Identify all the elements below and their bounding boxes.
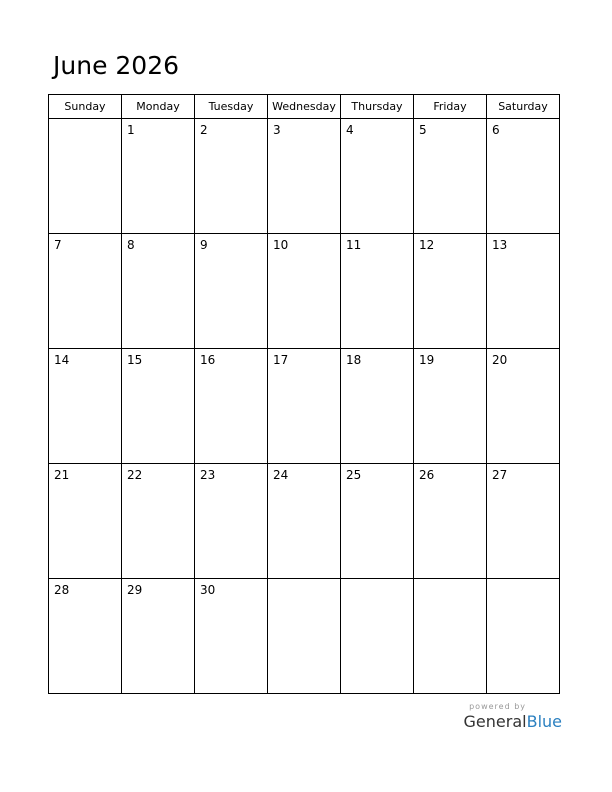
day-cell — [487, 579, 560, 694]
day-number: 12 — [419, 238, 435, 252]
day-number: 24 — [273, 468, 289, 482]
day-cell — [341, 579, 414, 694]
week-row — [49, 464, 560, 579]
calendar-grid — [48, 94, 560, 694]
week-row — [49, 349, 560, 464]
day-number — [487, 579, 559, 583]
day-cell — [268, 349, 341, 464]
weekday-header-row — [49, 95, 560, 119]
day-number: 11 — [346, 238, 362, 252]
day-cell — [414, 579, 487, 694]
day-number: 2 — [200, 123, 208, 137]
day-number — [341, 579, 413, 583]
day-number: 16 — [200, 353, 216, 367]
weekday-header: Tuesday — [195, 95, 268, 119]
day-cell — [341, 234, 414, 349]
day-cell — [414, 349, 487, 464]
day-cell — [268, 234, 341, 349]
day-cell — [195, 119, 268, 234]
day-cell — [341, 349, 414, 464]
day-cell — [122, 119, 195, 234]
day-number: 5 — [419, 123, 427, 137]
day-cell — [122, 464, 195, 579]
day-number: 29 — [127, 583, 143, 597]
day-number: 27 — [492, 468, 508, 482]
day-number — [268, 579, 340, 583]
day-number: 26 — [419, 468, 435, 482]
day-cell — [414, 119, 487, 234]
day-number: 18 — [346, 353, 362, 367]
brand-blue-text: Blue — [526, 712, 562, 731]
weekday-header: Monday — [122, 95, 195, 119]
day-number — [49, 119, 121, 123]
weekday-header: Saturday — [487, 95, 560, 119]
week-row — [49, 234, 560, 349]
week-row — [49, 119, 560, 234]
day-cell — [195, 464, 268, 579]
day-number: 9 — [200, 238, 208, 252]
day-cell — [487, 464, 560, 579]
day-cell — [122, 349, 195, 464]
day-number: 4 — [346, 123, 354, 137]
day-number: 1 — [127, 123, 135, 137]
day-cell — [195, 579, 268, 694]
day-number: 30 — [200, 583, 216, 597]
day-cell — [487, 234, 560, 349]
day-number: 23 — [200, 468, 216, 482]
week-row — [49, 579, 560, 694]
day-number: 22 — [127, 468, 143, 482]
page-title: June 2026 — [53, 51, 180, 80]
day-number — [414, 579, 486, 583]
day-cell — [268, 464, 341, 579]
day-cell — [341, 464, 414, 579]
day-number: 20 — [492, 353, 508, 367]
day-number: 15 — [127, 353, 143, 367]
day-cell — [122, 234, 195, 349]
powered-by-text: powered by — [469, 702, 526, 711]
day-cell — [122, 579, 195, 694]
day-cell — [487, 119, 560, 234]
day-number: 14 — [54, 353, 70, 367]
weekday-header: Sunday — [49, 95, 122, 119]
day-number: 17 — [273, 353, 289, 367]
day-cell — [49, 234, 122, 349]
day-cell — [268, 579, 341, 694]
day-number: 19 — [419, 353, 435, 367]
weekday-header: Friday — [414, 95, 487, 119]
day-cell — [49, 579, 122, 694]
day-number: 25 — [346, 468, 362, 482]
day-cell — [49, 464, 122, 579]
day-cell — [49, 119, 122, 234]
day-number: 13 — [492, 238, 508, 252]
footer-branding — [464, 702, 562, 732]
brand-logo[interactable] — [464, 712, 562, 732]
day-number: 21 — [54, 468, 70, 482]
day-cell — [414, 464, 487, 579]
day-number: 3 — [273, 123, 281, 137]
day-cell — [487, 349, 560, 464]
day-number: 8 — [127, 238, 135, 252]
weekday-header: Wednesday — [268, 95, 341, 119]
day-cell — [49, 349, 122, 464]
day-number: 28 — [54, 583, 70, 597]
day-number: 6 — [492, 123, 500, 137]
day-cell — [195, 349, 268, 464]
day-number: 7 — [54, 238, 62, 252]
day-number: 10 — [273, 238, 289, 252]
brand-general-text: General — [463, 712, 527, 731]
day-cell — [195, 234, 268, 349]
weekday-header: Thursday — [341, 95, 414, 119]
day-cell — [268, 119, 341, 234]
day-cell — [414, 234, 487, 349]
day-cell — [341, 119, 414, 234]
